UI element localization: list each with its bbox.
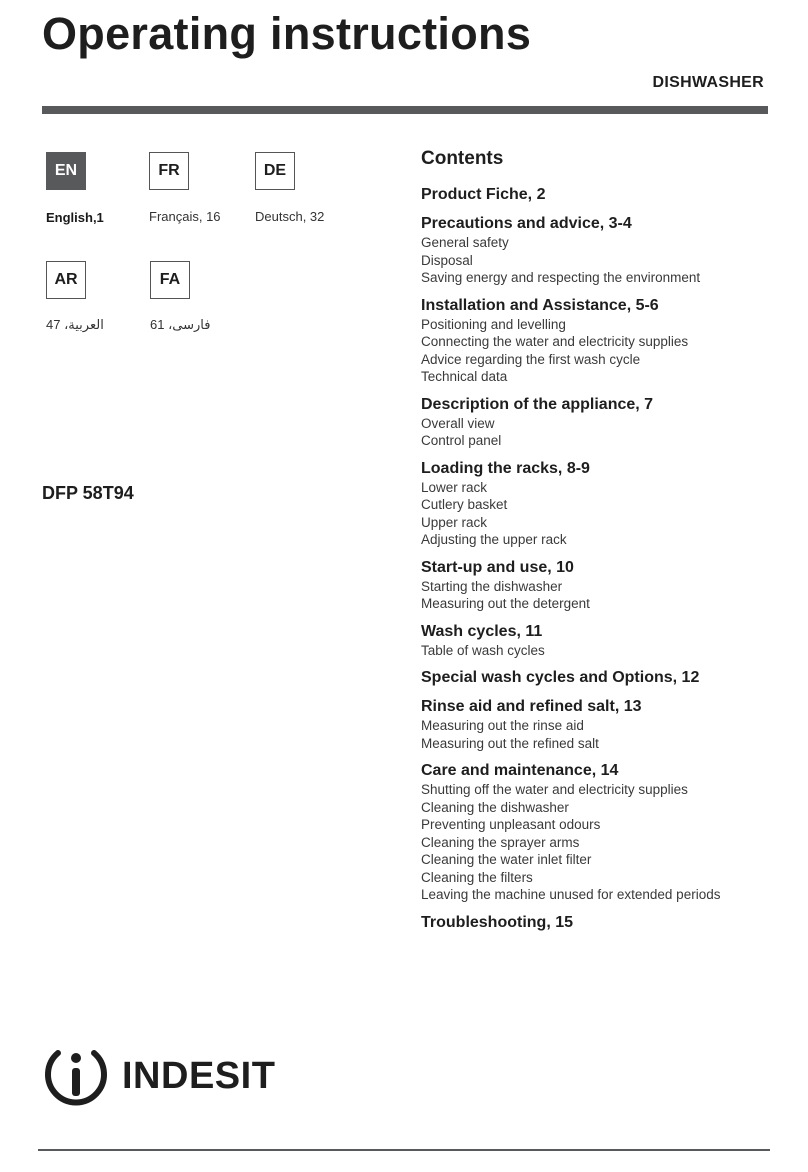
section-item: Connecting the water and electricity supplies [421,334,689,349]
section-title[interactable]: Troubleshooting, 15 [421,913,574,931]
section-item: Saving energy and respecting the environment [421,270,701,285]
section-title[interactable]: Product Fiche, 2 [421,186,546,203]
page-title: Operating instructions [42,8,532,59]
section-title[interactable]: Care and maintenance, 14 [421,762,619,779]
section-item: Cleaning the water inlet filter [421,852,592,867]
contents-sections [421,184,791,933]
language-label-de: Deutsch, 32 [255,209,325,224]
section-item: Preventing unpleasant odours [421,817,601,832]
section-item: Shutting off the water and electricity supplies [421,782,688,797]
language-code-fa: FA [150,261,190,299]
section-item: Table of wash cycles [421,642,545,658]
table-of-contents [421,148,791,941]
section-item: Disposal [421,252,473,268]
section-title[interactable]: Start-up and use, 10 [421,558,574,576]
section-title[interactable]: Description of the appliance, 7 [421,395,654,413]
contents-section [421,213,791,287]
contents-section [421,184,791,205]
section-title[interactable]: Rinse aid and refined salt, 13 [421,698,642,715]
language-fr[interactable] [149,152,221,224]
section-title[interactable]: Installation and Assistance, 5-6 [421,296,659,314]
section-title[interactable]: Precautions and advice, 3-4 [421,215,632,232]
contents-section [421,557,791,613]
contents-section [421,394,791,450]
section-item: Cleaning the dishwasher [421,799,569,815]
section-item: Control panel [421,433,502,448]
brand-name: INDESIT [122,1054,276,1097]
language-label-en: English,1 [46,210,104,225]
language-fa[interactable] [150,261,211,332]
section-item: Measuring out the refined salt [421,735,599,751]
language-label-fr: Français, 16 [149,209,221,224]
section-title[interactable]: Wash cycles, 11 [421,622,543,640]
section-item: Starting the dishwasher [421,578,563,594]
contents-section [421,760,791,904]
section-title[interactable]: Loading the racks, 8-9 [421,459,590,477]
section-title[interactable]: Special wash cycles and Options, 12 [421,669,700,686]
footer-divider [38,1149,770,1151]
contents-section [421,912,791,933]
section-item: Overall view [421,415,495,431]
section-item: Measuring out the rinse aid [421,718,584,733]
contents-section [421,458,791,549]
language-code-fr: FR [149,152,189,190]
section-item: Positioning and levelling [421,316,566,332]
language-en[interactable] [46,152,104,225]
model-number: DFP 58T94 [42,483,134,503]
language-ar[interactable] [46,261,104,332]
language-code-en: EN [46,152,86,190]
section-item: Lower rack [421,479,488,495]
contents-section [421,696,791,752]
language-label-fa: فارسی، 61 [150,317,211,332]
section-item: Adjusting the upper rack [421,532,567,547]
section-item: Technical data [421,369,508,384]
section-item: Advice regarding the first wash cycle [421,351,641,367]
section-item: Measuring out the detergent [421,596,590,611]
section-item: Upper rack [421,514,488,530]
language-code-ar: AR [46,261,86,299]
brand-logo [44,1044,275,1108]
contents-section [421,667,791,688]
indesit-power-logo-icon [44,1044,108,1108]
contents-title: Contents [421,148,504,169]
section-item: General safety [421,235,509,250]
product-category: DISHWASHER [652,74,764,91]
header-divider [42,106,768,114]
language-code-de: DE [255,152,295,190]
section-item: Leaving the machine unused for extended periods [421,887,721,902]
contents-section [421,295,791,386]
section-item: Cutlery basket [421,497,508,512]
section-item: Cleaning the filters [421,869,533,885]
section-item: Cleaning the sprayer arms [421,834,580,850]
language-label-ar: العربية، 47 [46,317,104,332]
contents-section [421,621,791,660]
language-de[interactable] [255,152,325,224]
